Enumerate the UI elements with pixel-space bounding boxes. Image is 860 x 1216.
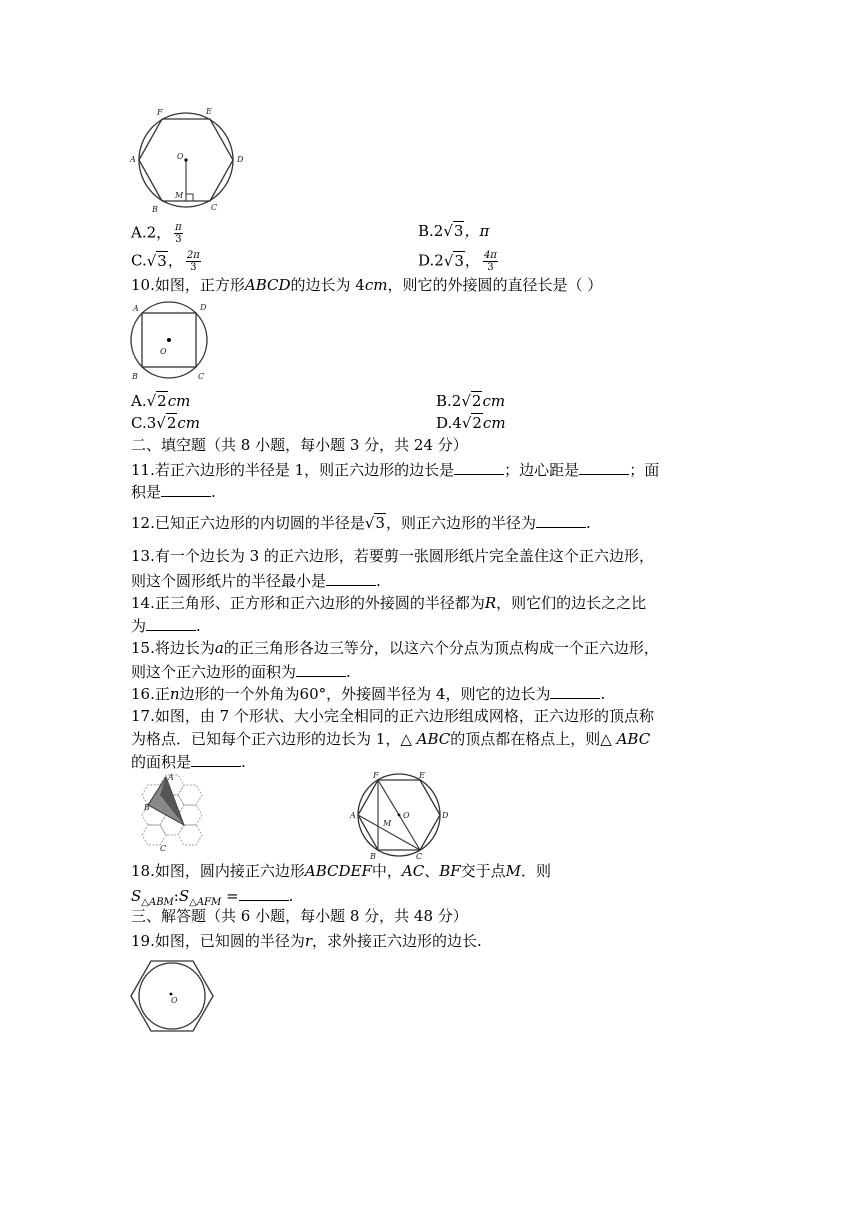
label-d: D [237, 155, 244, 164]
q10-option-d: D.4√2cm [436, 414, 506, 432]
q13-line2: 则这个圆形纸片的半径最小是 . [131, 572, 381, 590]
answer-blank[interactable] [191, 752, 241, 767]
q12: 12.已知正六边形的内切圆的半径是√3，则正六边形的半径为 . [131, 514, 591, 532]
q10-option-b: B.2√2cm [436, 392, 506, 410]
fraction: $\frac{4\pi}{3}$ [483, 250, 497, 273]
label-c: C [160, 844, 167, 853]
label-m: M [175, 191, 184, 200]
answer-blank[interactable] [536, 513, 586, 528]
q18-line1: 18.如图，圆内接正六边形ABCDEF中，AC、BF交于点M．则 [131, 862, 552, 880]
option-tail: ，π [464, 222, 490, 240]
option-letter: B. [418, 222, 434, 240]
label-e: E [206, 107, 212, 116]
option-letter: C. [131, 251, 147, 270]
label-f: F [157, 108, 163, 117]
q17-line3: 的面积是 . [131, 753, 246, 771]
q11-line2: 积是 . [131, 483, 216, 501]
q9-figure [128, 104, 253, 216]
label-c: C [211, 203, 218, 212]
label-m: M [383, 819, 392, 828]
answer-blank[interactable] [146, 616, 196, 631]
q9-option-c: C.√3， $\frac{2\pi}{3}$ [131, 250, 200, 273]
center-dot [184, 158, 187, 161]
q18-line2: $S_{\triangle ABM}:S_{\triangle AFM}$ = . [131, 887, 294, 908]
q9-option-d: D.2√3， $\frac{4\pi}{3}$ [418, 250, 497, 273]
center-dot [398, 814, 401, 817]
q19-figure [128, 958, 218, 1034]
q17-line1: 17.如图，由 7 个形状、大小完全相同的正六边形组成网格，正六边形的顶点称 [131, 707, 654, 725]
answer-blank[interactable] [550, 684, 600, 699]
q19: 19.如图，已知圆的半径为r，求外接正六边形的边长. [131, 932, 482, 950]
q15-line1: 15.将边长为a的正三角形各边三等分，以这六个分点为顶点构成一个正六边形， [131, 639, 659, 657]
label-d: D [200, 303, 207, 312]
label-f: F [373, 771, 379, 780]
q17-figure [128, 773, 208, 853]
option-value: 2 [433, 222, 444, 240]
q10-option-a: A.√2cm [131, 392, 191, 410]
q13-line1: 13.有一个边长为 3 的正六边形，若要剪一张圆形纸片完全盖住这个正六边形， [131, 547, 654, 565]
label-b: B [144, 803, 150, 812]
answer-blank[interactable] [326, 571, 376, 586]
label-d: D [442, 811, 449, 820]
sqrt: √3 [443, 251, 464, 270]
section-heading-fill-in: 二、填空题（共 8 小题，每小题 3 分，共 24 分） [131, 436, 468, 454]
label-o: O [177, 152, 184, 161]
label-c: C [198, 372, 205, 381]
option-value: 2， [146, 223, 172, 242]
label-a: A [133, 304, 139, 313]
q15-line2: 则这个正六边形的面积为 . [131, 663, 351, 681]
option-letter: D. [418, 251, 435, 270]
answer-blank[interactable] [161, 482, 211, 497]
q10-figure [128, 300, 218, 384]
label-a: A [130, 155, 136, 164]
q14-line2: 为 . [131, 617, 201, 635]
answer-blank[interactable] [296, 662, 346, 677]
answer-blank[interactable] [579, 460, 629, 475]
center-dot [167, 338, 171, 342]
label-b: B [370, 852, 376, 861]
sqrt: √3 [146, 251, 167, 270]
label-e: E [419, 771, 425, 780]
q9-option-b [418, 222, 489, 240]
label-b: B [132, 372, 138, 381]
q16: 16.正n边形的一个外角为60°，外接圆半径为 4，则它的边长为 . [131, 685, 606, 703]
right-angle-mark [186, 194, 193, 201]
answer-blank[interactable] [454, 460, 504, 475]
label-b: B [152, 205, 158, 214]
label-c: C [416, 852, 423, 861]
fraction: $\frac{\pi}{3}$ [175, 222, 182, 245]
q10-option-c: C.3√2cm [131, 414, 200, 432]
q14-line1: 14.正三角形、正方形和正六边形的外接圆的半径都为R，则它们的边长之之比 [131, 594, 647, 612]
option-letter: A. [131, 223, 147, 242]
center-dot [170, 993, 173, 996]
label-o: O [160, 347, 167, 356]
answer-blank[interactable] [239, 886, 289, 901]
fraction: $\frac{2\pi}{3}$ [186, 250, 200, 273]
q17-line2: 为格点．已知每个正六边形的边长为 1，△ ABC的顶点都在格点上，则△ ABC [131, 730, 651, 748]
q18-figure [348, 770, 453, 862]
sqrt: √3 [443, 222, 464, 240]
section-heading-solve: 三、解答题（共 6 小题，每小题 8 分，共 48 分） [131, 907, 468, 925]
label-o: O [171, 996, 178, 1005]
q9-option-a [131, 222, 183, 245]
label-o: O [403, 811, 410, 820]
label-a: A [168, 773, 174, 782]
q10-stem: 10.如图，正方形ABCD的边长为 4cm，则它的外接圆的直径长是（ ） [131, 276, 603, 294]
label-a: A [350, 811, 356, 820]
q11-line1: 11.若正六边形的半径是 1，则正六边形的边长是 ；边心距是 ；面 [131, 461, 660, 479]
